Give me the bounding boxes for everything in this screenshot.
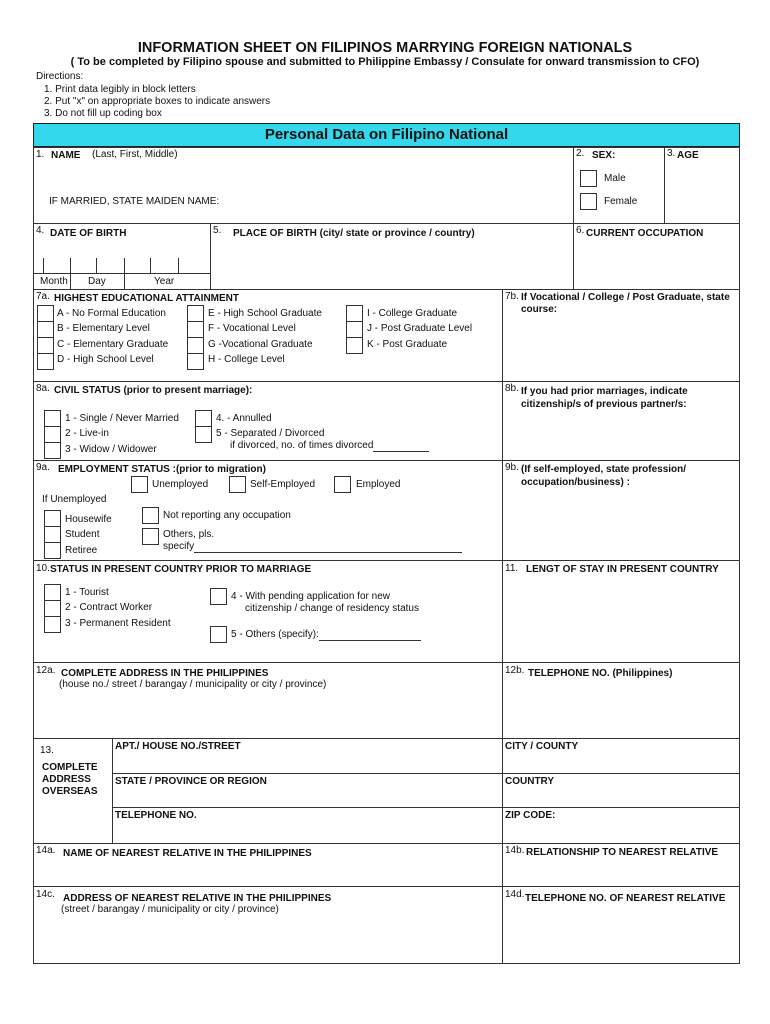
emp-option-self-employed: Self-Employed [250,479,316,490]
status-option-others: 5 - Others (specify): [231,629,319,640]
direction-2: 2. Put "x" on appropriate boxes to indicate answers [44,96,271,107]
length-of-stay-label: LENGT OF STAY IN PRESENT COUNTRY [526,564,719,575]
prior-partner-label-2: citizenship/s of previous partner/s: [521,399,687,410]
maiden-name-label: IF MARRIED, STATE MAIDEN NAME: [49,196,220,207]
civil-option-annulled: 4. - Annulled [216,413,272,424]
if-unemployed-label: If Unemployed [42,494,107,505]
emp-checkbox-employed[interactable] [334,476,351,493]
overseas-state-label: STATE / PROVINCE OR REGION [115,776,267,787]
status-others-row [231,629,421,641]
overseas-label-1: COMPLETE [42,762,98,773]
name-num: 1. [36,149,45,160]
self-employed-num: 9b. [505,462,519,473]
overseas-num: 13. [40,745,54,756]
edu-checkbox-a[interactable] [37,305,54,322]
female-checkbox[interactable] [580,193,597,210]
status-option-pending-2: citizenship / change of residency status [245,603,419,614]
unemp-checkbox-student[interactable] [44,526,61,543]
occupation-label: CURRENT OCCUPATION [586,228,704,239]
edu-checkbox-g[interactable] [187,337,204,354]
edu-checkbox-f[interactable] [187,321,204,338]
unemp-option-student: Student [65,529,100,540]
overseas-country-label: COUNTRY [505,776,555,787]
present-status-num: 10. [36,563,50,574]
civil-checkbox-single[interactable] [44,410,61,427]
education-label: HIGHEST EDUCATIONAL ATTAINMENT [54,293,239,304]
civil-status-label: CIVIL STATUS (prior to present marriage): [54,385,253,396]
edu-option-k: K - Post Graduate [367,339,448,350]
directions-label: Directions: [36,71,84,82]
pob-num: 5. [213,225,222,236]
relative-address-num: 14c. [36,889,55,900]
civil-status-num: 8a. [36,383,50,394]
unemp-checkbox-housewife[interactable] [44,510,61,527]
civil-checkbox-widow[interactable] [44,442,61,459]
status-checkbox-others[interactable] [210,626,227,643]
education-num: 7a. [36,291,50,302]
edu-checkbox-c[interactable] [37,337,54,354]
status-checkbox-permanent[interactable] [44,616,61,633]
emp-option-employed: Employed [356,479,401,490]
form-subtitle: ( To be completed by Filipino spouse and submitted to Philippine Embassy / Consulate for onward transmission to CFO) [70,56,700,68]
civil-checkbox-livein[interactable] [44,426,61,443]
edu-checkbox-b[interactable] [37,321,54,338]
self-employed-label-2: occupation/business) : [521,477,630,488]
employment-num: 9a. [36,462,50,473]
ph-address-hint: (house no./ street / barangay / municipality or city / province) [59,679,327,690]
edu-option-i: I - College Graduate [367,308,458,319]
unemp-option-housewife: Housewife [65,514,112,525]
ph-address-label: COMPLETE ADDRESS IN THE PHILIPPINES [61,668,269,679]
prior-partner-label-1: If you had prior marriages, indicate [521,386,688,397]
unemp-option-retiree: Retiree [65,545,98,556]
edu-checkbox-k[interactable] [346,337,363,354]
civil-option-single: 1 - Single / Never Married [65,413,179,424]
overseas-city-label: CITY / COUNTY [505,741,579,752]
sex-num: 2. [576,148,585,159]
unemp-checkbox-others[interactable] [142,528,159,545]
present-status-label: STATUS IN PRESENT COUNTRY PRIOR TO MARRIAGE [50,564,312,575]
relationship-num: 14b. [505,845,525,856]
overseas-zip-label: ZIP CODE: [505,810,556,821]
status-option-tourist: 1 - Tourist [65,587,109,598]
edu-option-b: B - Elementary Level [57,323,150,334]
ph-telephone-num: 12b. [505,665,525,676]
employment-label: EMPLOYMENT STATUS :(prior to migration) [58,464,266,475]
sex-label: SEX: [592,150,616,161]
edu-option-a: A - No Formal Education [57,308,166,319]
section-title: Personal Data on Filipino National [33,123,740,147]
unemp-option-not-reporting: Not reporting any occupation [163,510,291,521]
divorce-count-label: if divorced, no. of times divorced [230,440,374,451]
emp-option-unemployed: Unemployed [152,479,209,490]
civil-checkbox-annulled[interactable] [195,410,212,427]
overseas-label-2: ADDRESS [42,774,91,785]
dob-num: 4. [36,225,45,236]
edu-option-d: D - High School Level [57,354,154,365]
name-hint: (Last, First, Middle) [92,149,178,160]
emp-checkbox-self-employed[interactable] [229,476,246,493]
edu-checkbox-i[interactable] [346,305,363,322]
dob-month-label: Month [40,276,68,287]
direction-1: 1. Print data legibly in block letters [44,84,196,95]
relationship-label: RELATIONSHIP TO NEAREST RELATIVE [526,847,719,858]
ph-telephone-label: TELEPHONE NO. (Philippines) [528,668,673,679]
dob-day-label: Day [88,276,106,287]
status-others-field[interactable] [319,631,421,641]
unemp-checkbox-retiree[interactable] [44,542,61,559]
prior-partner-num: 8b. [505,383,519,394]
edu-option-j: J - Post Graduate Level [367,323,473,334]
relative-name-num: 14a. [36,845,56,856]
form-title: INFORMATION SHEET ON FILIPINOS MARRYING FOREIGN NATIONALS [137,40,633,56]
form-frame [33,147,740,964]
divorce-count-field[interactable] [373,442,429,452]
dob-label: DATE OF BIRTH [50,228,127,239]
relative-address-label: ADDRESS OF NEAREST RELATIVE IN THE PHILIPPINES [63,893,332,904]
unemp-option-others: Others, pls. [163,529,215,540]
civil-option-widow: 3 - Widow / Widower [65,444,157,455]
male-checkbox[interactable] [580,170,597,187]
civil-checkbox-separated[interactable] [195,426,212,443]
emp-checkbox-unemployed[interactable] [131,476,148,493]
edu-checkbox-h[interactable] [187,353,204,370]
others-specify-row [163,541,462,553]
status-option-pending-1: 4 - With pending application for new [231,591,390,602]
edu-checkbox-e[interactable] [187,305,204,322]
status-checkbox-pending[interactable] [210,588,227,605]
age-num: 3. [667,148,676,159]
ph-address-num: 12a. [36,665,56,676]
female-label: Female [604,196,638,207]
course-num: 7b. [505,291,519,302]
relative-telephone-label: TELEPHONE NO. OF NEAREST RELATIVE [525,893,726,904]
course-label-2: course: [521,304,558,315]
direction-3: 3. Do not fill up coding box [44,108,162,119]
unemp-checkbox-not-reporting[interactable] [142,507,159,524]
age-label: AGE [677,150,699,161]
overseas-apt-label: APT./ HOUSE NO./STREET [115,741,241,752]
length-of-stay-num: 11. [505,563,519,574]
name-label: NAME [51,150,81,161]
relative-name-label: NAME OF NEAREST RELATIVE IN THE PHILIPPINES [63,848,312,859]
edu-option-h: H - College Level [208,354,285,365]
male-label: Male [604,173,626,184]
status-option-permanent: 3 - Permanent Resident [65,618,171,629]
edu-checkbox-j[interactable] [346,321,363,338]
overseas-label-3: OVERSEAS [42,786,98,797]
course-label-1: If Vocational / College / Post Graduate, state [521,292,730,303]
status-checkbox-tourist[interactable] [44,584,61,601]
others-specify-label: specify [163,541,195,552]
self-employed-label-1: (If self-employed, state profession/ [521,464,687,475]
edu-option-c: C - Elementary Graduate [57,339,169,350]
status-checkbox-contract[interactable] [44,600,61,617]
overseas-telephone-label: TELEPHONE NO. [115,810,197,821]
others-specify-field[interactable] [194,543,462,553]
edu-checkbox-d[interactable] [37,353,54,370]
edu-option-g: G -Vocational Graduate [208,339,313,350]
relative-telephone-num: 14d. [505,889,525,900]
status-option-contract: 2 - Contract Worker [65,602,153,613]
relative-address-hint: (street / barangay / municipality or city / province) [61,904,279,915]
civil-option-livein: 2 - Live-in [65,428,109,439]
edu-option-e: E - High School Graduate [208,308,322,319]
civil-option-separated: 5 - Separated / Divorced [216,428,325,439]
occupation-num: 6. [576,225,585,236]
divorce-count-row [230,440,429,452]
pob-label: PLACE OF BIRTH (city/ state or province / country) [233,228,475,239]
dob-year-label: Year [154,276,175,287]
edu-option-f: F - Vocational Level [208,323,296,334]
